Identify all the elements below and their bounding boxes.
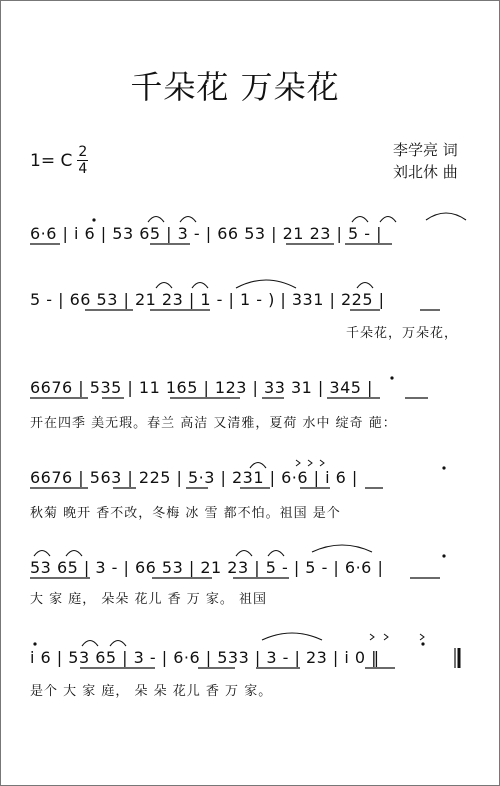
- final-barline: [455, 648, 459, 668]
- notation-line: 6676 | 535 | 11 165 | 123 | 33 31 | 345 |: [30, 378, 373, 397]
- lyric-line: 是个 大 家 庭， 朵 朵 花儿 香 万 家。: [30, 684, 273, 699]
- notation-line: 5 - | 66 53 | 21 23 | 1 - | 1 - ) | 331 | 225 |: [30, 290, 385, 309]
- notation-line: 6·6 | i 6 | 53 65 | 3 - | 66 53 | 21 23 | 5 - |: [30, 224, 382, 243]
- beam-underlines: [30, 244, 440, 668]
- notation-line: i 6 | 53 65 | 3 - | 6·6 | 533 | 3 - | 23 | i 0 ‖: [30, 648, 380, 667]
- lyricist-credit: 李学亮 词: [393, 141, 458, 159]
- time-bottom: 4: [78, 161, 88, 177]
- lyric-line: 大 家 庭， 朵朵 花儿 香 万 家。 祖国: [30, 592, 268, 607]
- time-top: 2: [78, 144, 88, 160]
- notation-line: 6676 | 563 | 225 | 5·3 | 231 | 6·6 | i 6 |: [30, 468, 358, 487]
- lyric-line: 秋菊 晚开 香不改，冬梅 冰 雪 都不怕。祖国 是个: [30, 506, 341, 521]
- song-title: 千朵花 万朵花: [130, 68, 340, 106]
- notation-line: 53 65 | 3 - | 66 53 | 21 23 | 5 - | 5 - | 6·6 |: [30, 558, 384, 577]
- lyric-line: 千朵花，万朵花，: [346, 326, 459, 341]
- lyric-line: 开在四季 美无瑕。春兰 高洁 又清雅，夏荷 水中 绽奇 葩：: [30, 416, 397, 431]
- key-label: 1= C: [30, 150, 73, 171]
- slur-arcs: [34, 213, 466, 646]
- octave-dots: [33, 218, 445, 645]
- composer-credit: 刘北休 曲: [393, 163, 458, 181]
